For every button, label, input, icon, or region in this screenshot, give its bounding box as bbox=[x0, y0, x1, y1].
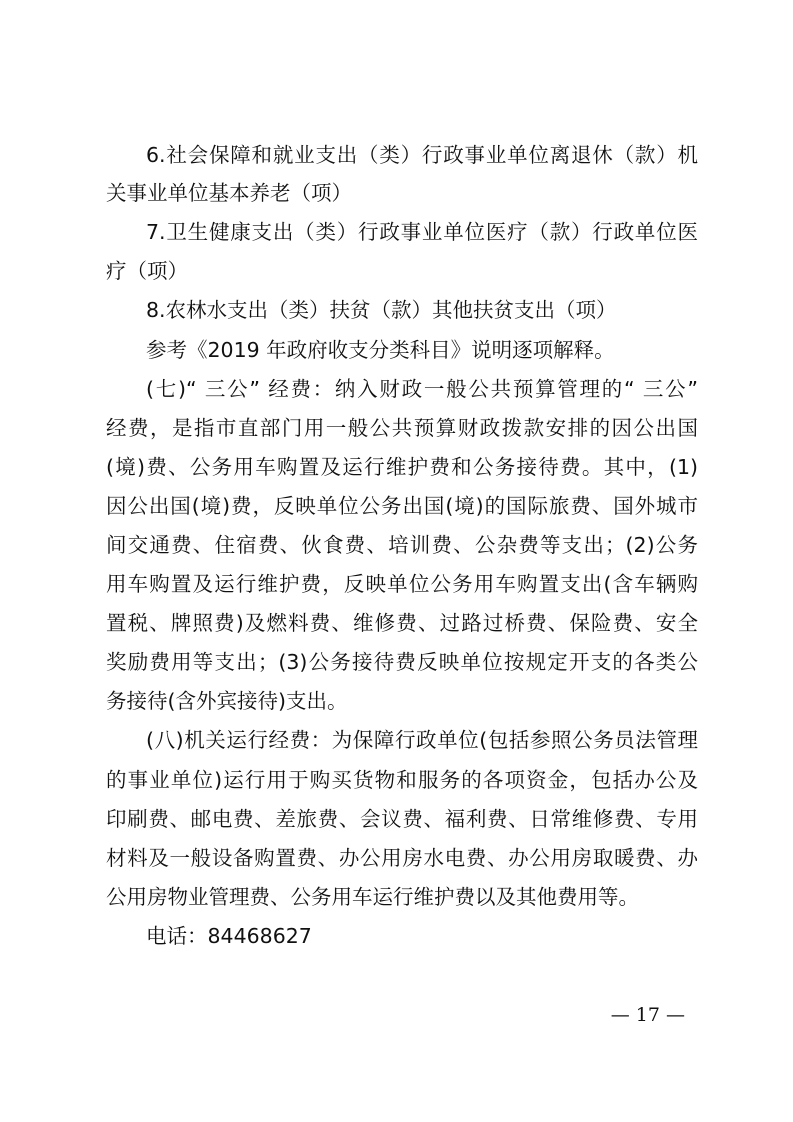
paragraph-6-line-4: 材料及一般设备购置费、办公用房水电费、办公用房取暖费、办 bbox=[106, 846, 698, 870]
paragraph-5-line-6: 用车购置及运行维护费，反映单位公务用车购置支出(含车辆购 bbox=[106, 572, 698, 596]
paragraph-2-line-2: 疗（项） bbox=[106, 259, 188, 283]
paragraph-6-line-1: (八)机关运行经费：为保障行政单位(包括参照公务员法管理 bbox=[146, 728, 698, 752]
paragraph-4-line-1: 参考《2019 年政府收支分类科目》说明逐项解释。 bbox=[146, 338, 615, 362]
paragraph-6-line-3: 印刷费、邮电费、差旅费、会议费、福利费、日常维修费、专用 bbox=[106, 807, 698, 831]
paragraph-5-line-5: 间交通费、住宿费、伙食费、培训费、公杂费等支出；(2)公务 bbox=[106, 533, 698, 557]
paragraph-5-line-8: 奖励费用等支出；(3)公务接待费反映单位按规定开支的各类公 bbox=[106, 650, 698, 674]
paragraph-1-line-2: 关事业单位基本养老（项） bbox=[106, 181, 352, 205]
paragraph-5-line-2: 经费，是指市直部门用一般公共预算财政拨款安排的因公出国 bbox=[106, 416, 698, 440]
page-number: — 17 — bbox=[610, 1004, 685, 1026]
paragraph-6-line-5: 公用房物业管理费、公务用车运行维护费以及其他费用等。 bbox=[106, 885, 639, 909]
paragraph-5-line-9: 务接待(含外宾接待)支出。 bbox=[106, 689, 348, 713]
phone-line: 电话：84468627 bbox=[146, 924, 312, 948]
paragraph-1-line-1: 6.社会保障和就业支出（类）行政事业单位离退休（款）机 bbox=[146, 143, 698, 167]
paragraph-5-line-4: 因公出国(境)费，反映单位公务出国(境)的国际旅费、国外城市 bbox=[106, 494, 698, 518]
paragraph-5-line-1: (七)“ 三公” 经费：纳入财政一般公共预算管理的“ 三公” bbox=[146, 377, 698, 401]
paragraph-6-line-2: 的事业单位)运行用于购买货物和服务的各项资金，包括办公及 bbox=[106, 768, 698, 792]
paragraph-5-line-7: 置税、牌照费)及燃料费、维修费、过路过桥费、保险费、安全 bbox=[106, 611, 698, 635]
paragraph-3-line-1: 8.农林水支出（类）扶贫（款）其他扶贫支出（项） bbox=[146, 298, 617, 322]
paragraph-2-line-1: 7.卫生健康支出（类）行政事业单位医疗（款）行政单位医 bbox=[146, 220, 698, 244]
paragraph-5-line-3: (境)费、公务用车购置及运行维护费和公务接待费。其中，(1) bbox=[106, 455, 698, 479]
